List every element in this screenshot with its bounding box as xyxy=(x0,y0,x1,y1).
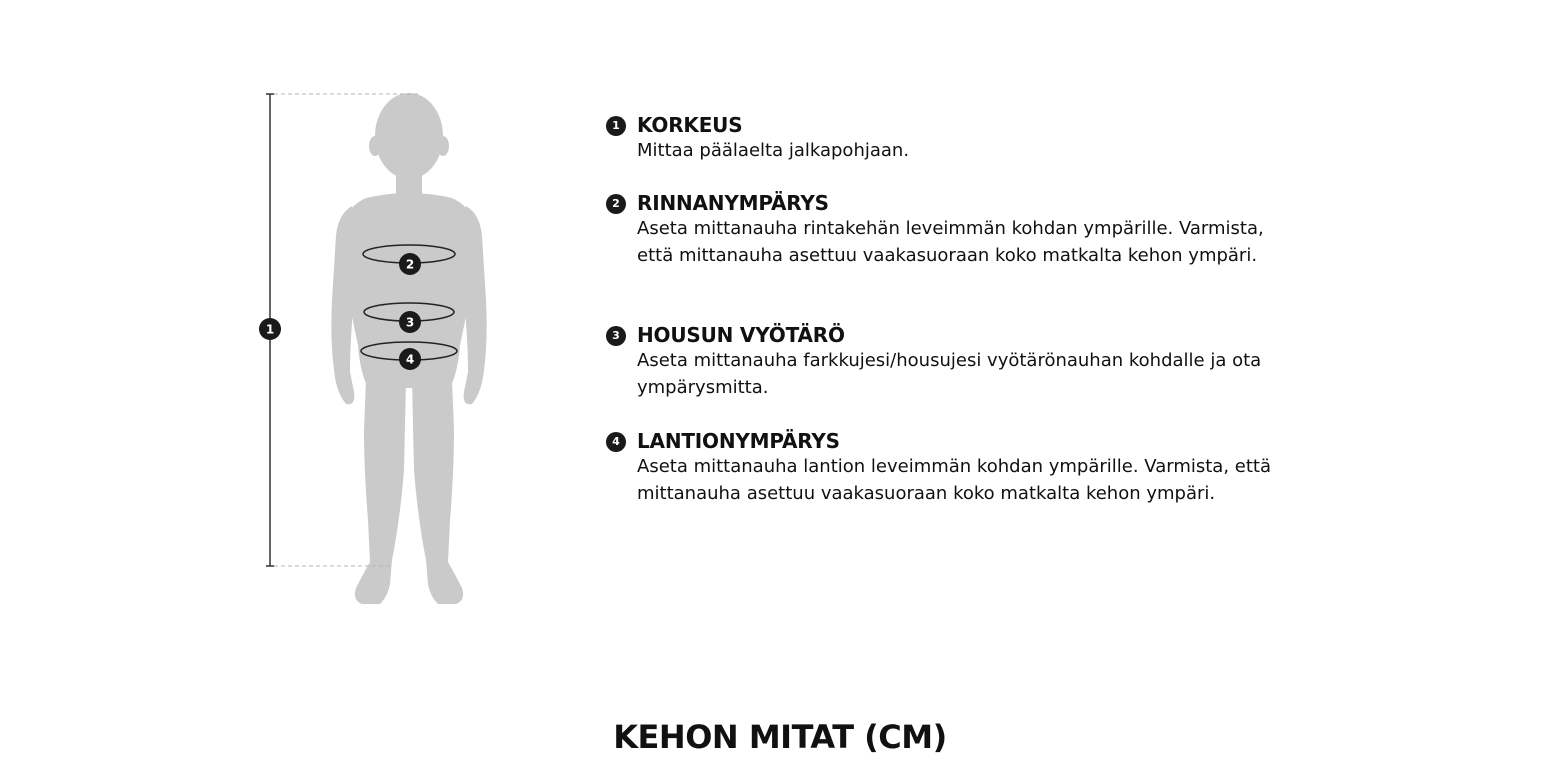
instruction-title: HOUSUN VYÖTÄRÖ xyxy=(637,323,845,347)
instruction-chest xyxy=(605,190,1287,269)
chest-marker-number: 2 xyxy=(405,257,415,272)
instruction-title: LANTIONYMPÄRYS xyxy=(637,429,840,453)
instruction-number-badge: 3 xyxy=(606,326,626,346)
instruction-title: RINNANYMPÄRYS xyxy=(637,191,829,215)
instruction-hips xyxy=(605,428,1287,507)
instruction-height xyxy=(605,112,909,165)
hip-marker-number: 4 xyxy=(405,352,415,367)
instruction-description: Mittaa päälaelta jalkapohjaan. xyxy=(637,140,910,161)
height-marker-number: 1 xyxy=(265,322,275,337)
instruction-title: KORKEUS xyxy=(637,113,743,137)
instruction-description: Aseta mittanauha lantion leveimmän kohdan ympärille. Varmista, että mittanauha asettuu vaakasuoraan koko matkalta kehon ympäri. xyxy=(637,456,1271,504)
instruction-waist xyxy=(605,322,1287,401)
waist-marker-number: 3 xyxy=(405,315,415,330)
section-title: KEHON MITAT (CM) xyxy=(613,718,947,756)
instruction-description: Aseta mittanauha rintakehän leveimmän kohdan ympärille. Varmista, että mittanauha asettuu vaakasuoraan koko matkalta kehon ympäri. xyxy=(637,218,1264,266)
instruction-description: Aseta mittanauha farkkujesi/housujesi vyötärönauhan kohdalle ja ota ympärysmitta. xyxy=(637,350,1262,398)
instruction-number-badge: 4 xyxy=(606,432,626,452)
instruction-number-badge: 1 xyxy=(606,116,626,136)
instruction-number-badge: 2 xyxy=(606,194,626,214)
